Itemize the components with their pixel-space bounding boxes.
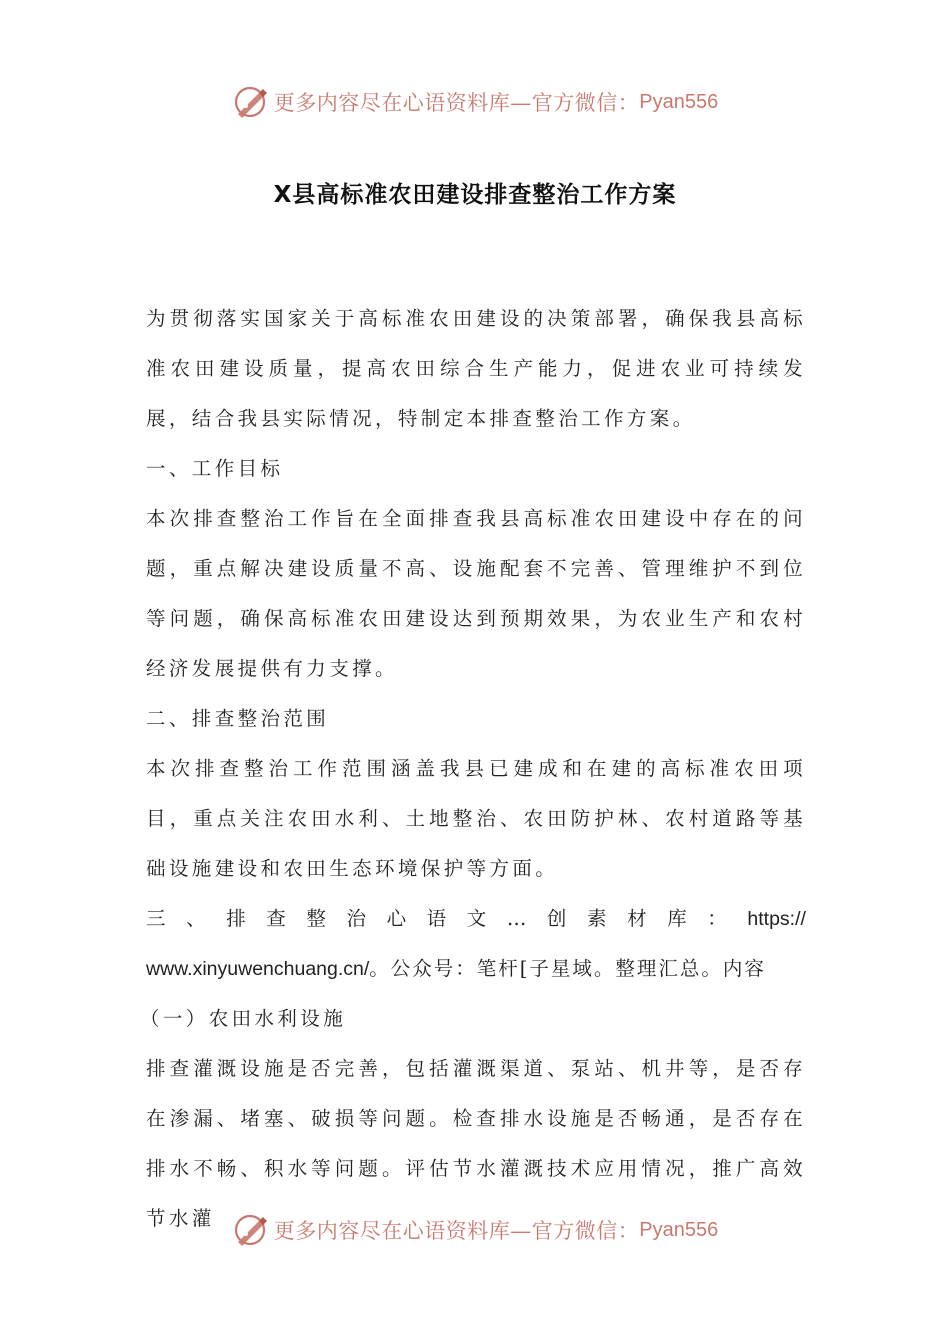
heading-char: …	[506, 907, 527, 930]
watermark-text: 更多内容尽在心语资料库—官方微信：	[273, 91, 640, 115]
section-heading-goals: 一、工作目标	[146, 457, 284, 480]
watermark-banner-bottom	[0, 1208, 950, 1252]
pen-nib-logo-icon	[232, 1212, 268, 1248]
section-heading-scope: 二、排查整治范围	[146, 707, 330, 730]
heading-char: 三	[146, 907, 166, 930]
heading-char: 心	[386, 907, 407, 930]
watermark-contact: Pyan556	[639, 90, 719, 113]
watermark-text: 更多内容尽在心语资料库—官方微信：	[273, 1219, 640, 1243]
heading-char: 查	[266, 907, 286, 930]
watermark-banner-top	[0, 80, 950, 124]
heading-url-prefix: https://	[747, 908, 806, 930]
subsection-body-irrigation: 排查灌溉设施是否完善，包括灌溉渠道、泵站、机井等，是否存在渗漏、堵塞、破损等问题。检查排水设施是否畅通，是否存在排水不畅、积水等问题。评估节水灌溉技术应用情况，推广高效节水灌	[146, 1057, 806, 1230]
heading-char: 库	[667, 907, 687, 930]
heading-char: 文	[466, 907, 487, 930]
document-title: X县高标准农田建设排查整治工作方案	[273, 182, 677, 208]
heading-char: 治	[346, 907, 366, 930]
heading-char: ：	[707, 907, 727, 930]
heading-char: 、	[186, 907, 206, 930]
pen-nib-logo-icon	[232, 84, 268, 120]
section-heading-content-line	[146, 894, 806, 944]
heading-char: 素	[587, 907, 607, 930]
heading-char: 材	[627, 907, 647, 930]
watermark-contact: Pyan556	[639, 1218, 719, 1241]
heading-char: 语	[426, 907, 447, 930]
heading-char: 创	[546, 907, 567, 930]
document-body	[140, 294, 806, 1244]
section-body-scope: 本次排查整治工作范围涵盖我县已建成和在建的高标准农田项目，重点关注农田水利、土地整治、农田防护林、农村道路等基础设施建设和农田生态环境保护等方面。	[146, 757, 806, 880]
section-body-goals: 本次排查整治工作旨在全面排查我县高标准农田建设中存在的问题，重点解决建设质量不高、设施配套不完善、管理维护不到位等问题，确保高标准农田建设达到预期效果，为农业生产和农村经济发展提供有力支撑。	[146, 507, 806, 680]
heading-char: 排	[226, 907, 246, 930]
subsection-heading-irrigation: （一）农田水利设施	[140, 1007, 347, 1030]
heading-char: 整	[306, 907, 326, 930]
section-heading-content-line2	[146, 944, 806, 994]
source-url: www.xinyuwenchuang.cn/	[146, 958, 370, 980]
intro-paragraph: 为贯彻落实国家关于高标准农田建设的决策部署，确保我县高标准农田建设质量，提高农田综合生产能力，促进农业可持续发展，结合我县实际情况，特制定本排查整治工作方案。	[146, 307, 806, 430]
source-note: 。公众号：笔杆[子星域。整理汇总。内容	[369, 957, 766, 980]
